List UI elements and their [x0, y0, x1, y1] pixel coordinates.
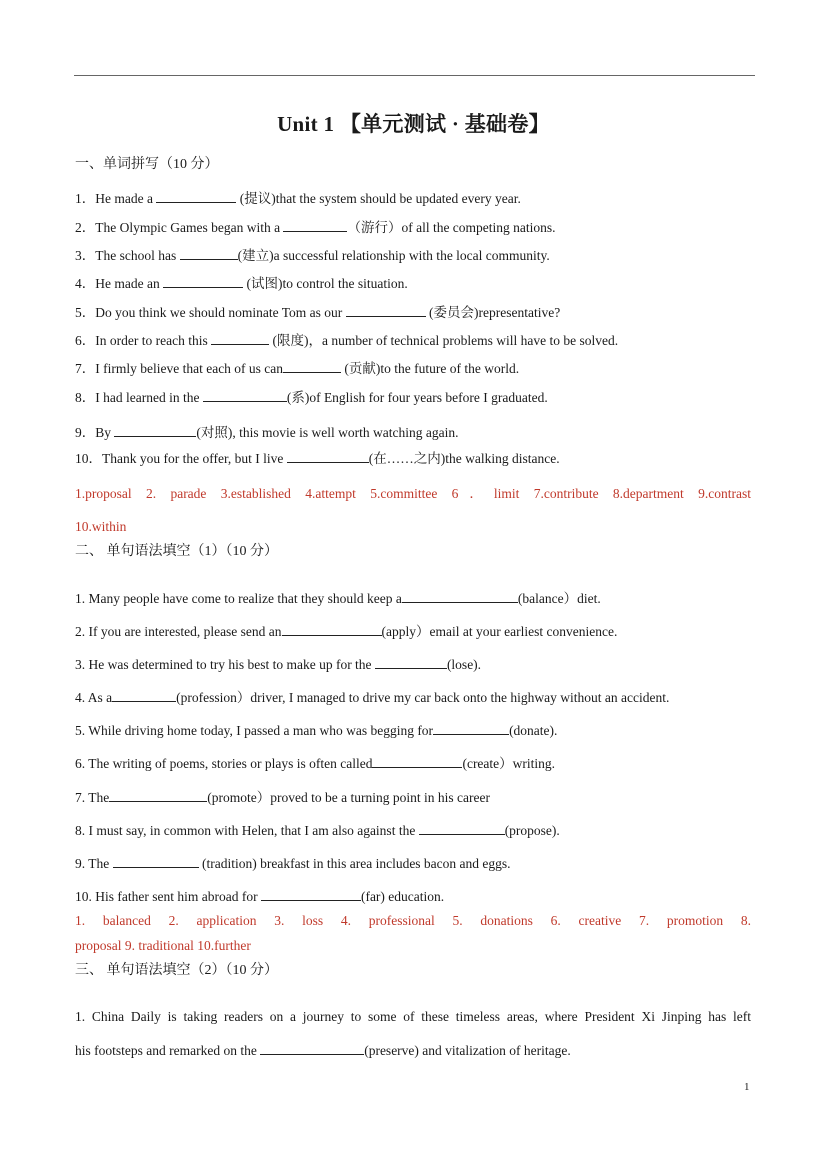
s2-question-6: [75, 754, 555, 773]
question-text: His father sent him abroad for: [95, 889, 261, 904]
question-text: The writing of poems, stories or plays is often called: [88, 756, 373, 771]
s1-question-10: [75, 449, 560, 468]
question-text: (propose).: [504, 823, 560, 838]
question-text: (profession）driver, I managed to drive my car back onto the highway without an accident.: [176, 690, 670, 705]
question-text: (贡献)to the future of the world.: [341, 361, 520, 376]
answer-blank[interactable]: [283, 218, 347, 232]
question-text: I had learned in the: [95, 390, 203, 405]
answer-blank[interactable]: [163, 274, 243, 288]
header-rule: [74, 75, 755, 76]
section2-heading: 二、 单句语法填空（1）（10 分）: [75, 544, 278, 559]
section1-heading: 一、单词拼写（10 分）: [75, 157, 219, 172]
question-number: 4．: [75, 276, 96, 291]
question-text: I must say, in common with Helen, that I am also against the: [88, 823, 419, 838]
answer-blank[interactable]: [375, 655, 447, 669]
answer-blank[interactable]: [180, 246, 238, 260]
answer-blank[interactable]: [211, 331, 269, 345]
answer-blank[interactable]: [402, 589, 518, 603]
question-text: I firmly believe that each of us can: [95, 361, 284, 376]
section3-heading: 三、 单句语法填空（2）（10 分）: [75, 963, 278, 978]
answer-blank[interactable]: [372, 754, 462, 768]
answer-blank[interactable]: [260, 1041, 364, 1055]
question-text: The Olympic Games began with a: [95, 220, 284, 235]
question-text: He was determined to try his best to make up for the: [88, 657, 375, 672]
question-text: By: [95, 425, 115, 440]
question-number: 7．: [75, 361, 96, 376]
question-text: (试图)to control the situation.: [243, 276, 408, 291]
question-text: (preserve) and vitalization of heritage.: [364, 1043, 571, 1058]
question-number: 5.: [75, 723, 89, 738]
question-text: If you are interested, please send an: [88, 624, 282, 639]
question-text: The: [88, 790, 110, 805]
question-number: 9.: [75, 856, 89, 871]
question-text: (提议)that the system should be updated every year.: [236, 191, 521, 206]
question-text: (对照), this movie is well worth watching again.: [196, 425, 459, 440]
question-text: （游行）of all the competing nations.: [347, 220, 556, 235]
s2-question-4: [75, 688, 669, 707]
question-number: 1．: [75, 191, 96, 206]
question-number: 4.: [75, 690, 88, 705]
question-text: (promote）proved to be a turning point in his career: [207, 790, 490, 805]
question-text: He made a: [95, 191, 157, 206]
s1-answer-key-line1: 1.proposal 2. parade 3.established 4.attempt 5.committee 6．limit 7.contribute 8.department 9.contrast: [75, 486, 751, 501]
s2-question-7: [75, 788, 490, 807]
question-text: While driving home today, I passed a man who was begging for: [88, 723, 434, 738]
question-number: 7.: [75, 790, 89, 805]
question-text: (donate).: [509, 723, 558, 738]
question-number: 5．: [75, 305, 96, 320]
question-text: (系)of English for four years before I graduated.: [286, 390, 548, 405]
s1-question-4: [75, 274, 408, 293]
question-number: 1.: [75, 1009, 92, 1024]
question-number: 8．: [75, 390, 96, 405]
question-text: (委员会)representative?: [425, 305, 561, 320]
s1-question-6: [75, 331, 618, 350]
question-text: (在……之内)the walking distance.: [368, 451, 560, 466]
s1-question-3: [75, 246, 550, 265]
s2-answer-key-line1: 1. balanced 2. application 3. loss 4. professional 5. donations 6. creative 7. promotion 8.: [75, 913, 751, 928]
question-text: Thank you for the offer, but I live: [102, 451, 287, 466]
question-text: In order to reach this: [95, 333, 212, 348]
s2-question-1: [75, 589, 601, 608]
question-text: (balance）diet.: [517, 591, 601, 606]
question-text: (lose).: [446, 657, 482, 672]
s2-question-5: [75, 721, 557, 740]
answer-blank[interactable]: [283, 359, 341, 373]
question-text: Many people have come to realize that they should keep a: [88, 591, 402, 606]
answer-blank[interactable]: [287, 449, 369, 463]
s1-answer-key-line2: 10.within: [75, 519, 127, 534]
question-text: The school has: [95, 248, 180, 263]
question-text: (apply）email at your earliest convenience.: [381, 624, 618, 639]
question-number: 10．: [75, 451, 102, 466]
question-number: 10.: [75, 889, 96, 904]
answer-blank[interactable]: [346, 303, 426, 317]
s3-question-1-line2: [75, 1041, 571, 1060]
question-number: 6.: [75, 756, 89, 771]
answer-blank[interactable]: [203, 388, 287, 402]
s1-question-5: [75, 303, 560, 322]
s1-question-9: [75, 423, 458, 442]
question-text: (限度)，a number of technical problems will have to be solved.: [269, 333, 619, 348]
s2-answer-key-line2: proposal 9. traditional 10.further: [75, 938, 251, 953]
question-text: (create）writing.: [462, 756, 556, 771]
question-text: (建立)a successful relationship with the local community.: [237, 248, 550, 263]
question-text: (far) education.: [360, 889, 445, 904]
s2-question-8: [75, 821, 560, 840]
s2-question-9: [75, 854, 511, 873]
question-number: 2．: [75, 220, 96, 235]
s2-question-10: [75, 887, 444, 906]
question-text: his footsteps and remarked on the: [75, 1043, 261, 1058]
question-number: 3．: [75, 248, 96, 263]
s1-question-7: [75, 359, 519, 378]
question-text: The: [88, 856, 113, 871]
s1-question-2: [75, 218, 556, 237]
answer-blank[interactable]: [113, 854, 199, 868]
answer-blank[interactable]: [261, 887, 361, 901]
answer-blank[interactable]: [109, 788, 207, 802]
s1-question-8: [75, 388, 548, 407]
s3-question-1-line1: [75, 1008, 751, 1026]
question-number: 2.: [75, 624, 89, 639]
question-number: 8.: [75, 823, 89, 838]
s1-question-1: [75, 189, 521, 208]
question-number: 1.: [75, 591, 89, 606]
s2-question-2: [75, 622, 617, 641]
page-number: 1: [744, 1081, 750, 1093]
question-number: 3.: [75, 657, 89, 672]
question-text: He made an: [95, 276, 164, 291]
question-text: China Daily is taking readers on a journey to some of these timeless areas, where President Xi Jinping has left: [91, 1009, 752, 1024]
question-text: (tradition) breakfast in this area includes bacon and eggs.: [198, 856, 511, 871]
answer-blank[interactable]: [282, 622, 382, 636]
question-text: Do you think we should nominate Tom as our: [95, 305, 346, 320]
answer-blank[interactable]: [156, 189, 236, 203]
answer-blank[interactable]: [112, 688, 176, 702]
answer-blank[interactable]: [419, 821, 505, 835]
question-number: 9．: [75, 425, 96, 440]
question-number: 6．: [75, 333, 96, 348]
page-title: Unit 1 【单元测试 · 基础卷】: [277, 112, 550, 136]
s2-question-3: [75, 655, 481, 674]
answer-blank[interactable]: [114, 423, 196, 437]
answer-blank[interactable]: [433, 721, 509, 735]
question-text: As a: [87, 690, 113, 705]
